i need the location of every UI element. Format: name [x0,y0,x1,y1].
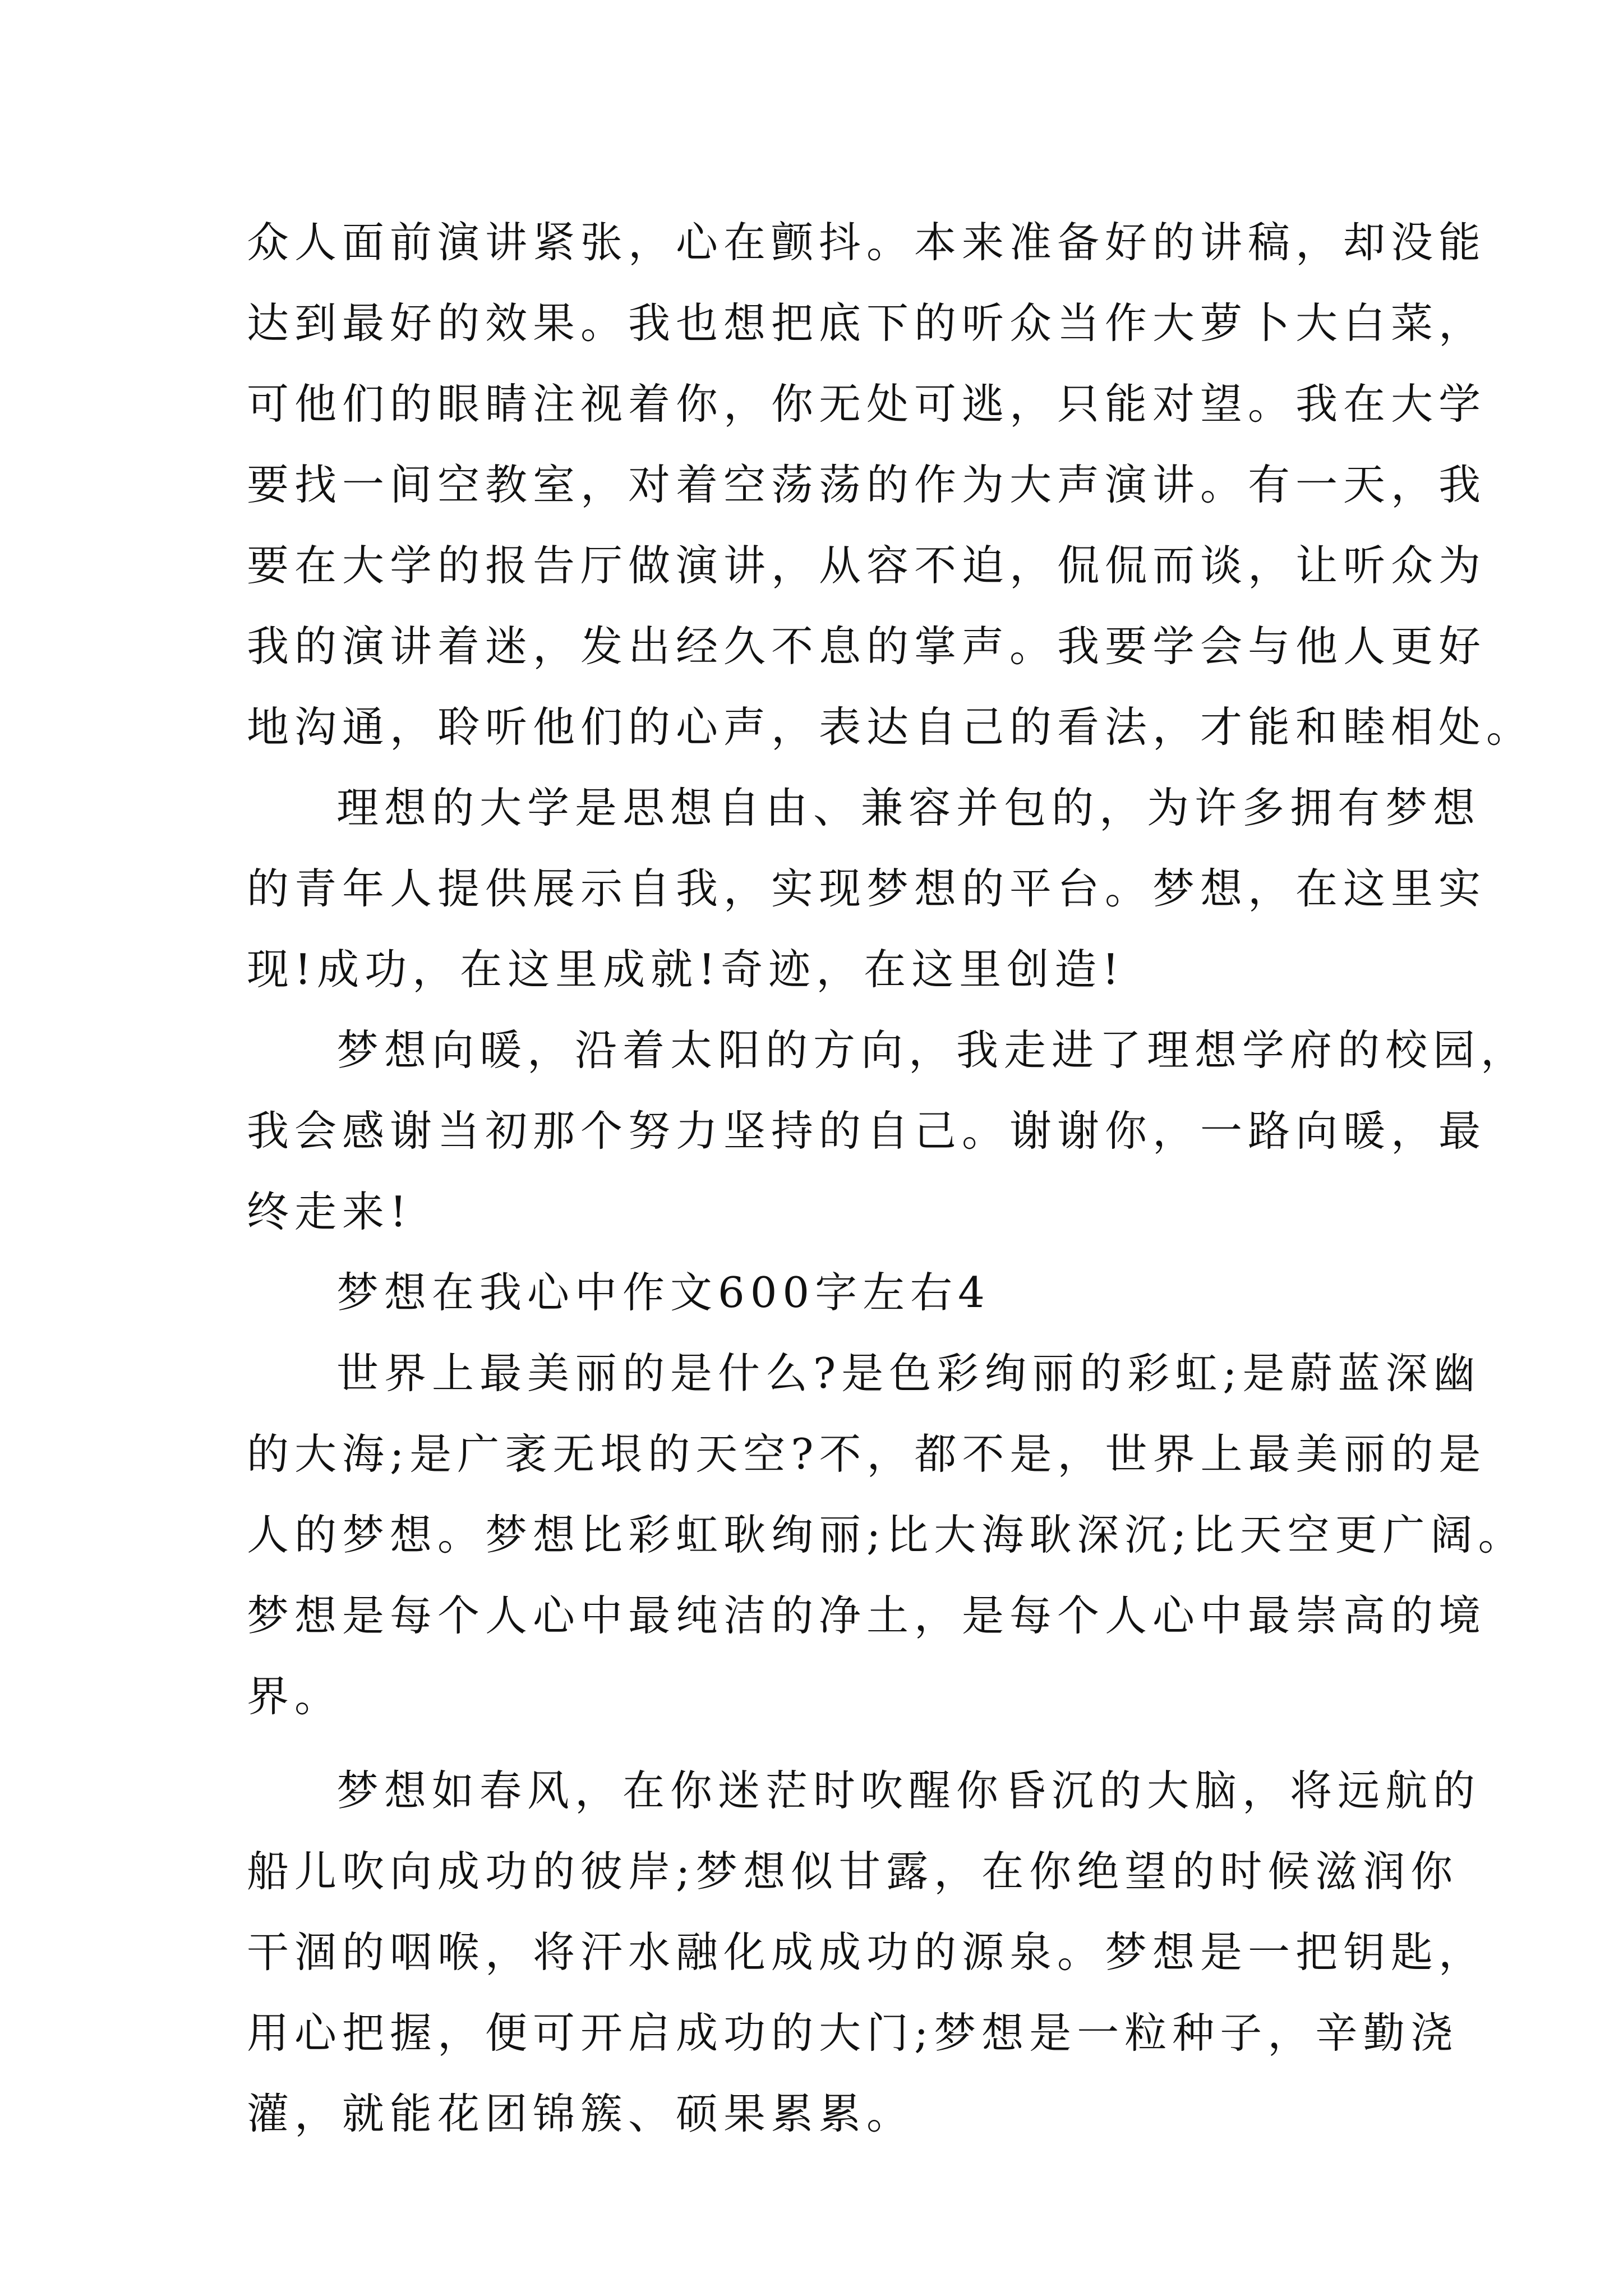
text-line: 梦想向暖，沿着太阳的方向，我走进了理想学府的校园， [336,1025,1529,1075]
text-line: 人的梦想。梦想比彩虹耿绚丽;比大海耿深沉;比天空更广阔。 [247,1510,1526,1559]
document-body [247,202,1534,2154]
text-line: 梦想如春风，在你迷茫时吹醒你昏沉的大脑，将远航的 [336,1766,1481,1815]
text-line: 干涸的咽喉，将汗水融化成成功的源泉。梦想是一把钥匙， [247,1927,1487,1977]
text-line: 现!成功，在这里成就!奇迹，在这里创造! [247,945,1125,994]
paragraph [247,1010,1529,1252]
text-line: 用心把握，便可开启成功的大门;梦想是一粒种子，辛勤浇 [247,2008,1459,2058]
text-line: 众人面前演讲紧张，心在颤抖。本来准备好的讲稿，却没能 [247,218,1487,267]
paragraph [247,1750,1487,2154]
text-line: 界。 [247,1672,343,1721]
paragraph [247,202,1534,767]
text-line: 要找一间空教室，对着空荡荡的作为大声演讲。有一天，我 [247,460,1487,509]
text-line: 世界上最美丽的是什么?是色彩绚丽的彩虹;是蔚蓝深幽 [336,1349,1481,1398]
text-line: 可他们的眼睛注视着你，你无处可逃，只能对望。我在大学 [247,379,1487,429]
text-line: 地沟通，聆听他们的心声，表达自己的看法，才能和睦相处。 [247,702,1534,752]
text-line: 梦想是每个人心中最纯洁的净土，是每个人心中最崇高的境 [247,1591,1487,1640]
paragraph [247,1333,1526,1737]
text-line: 的青年人提供展示自我，实现梦想的平台。梦想，在这里实 [247,864,1487,913]
text-line: 灌，就能花团锦簇、硕果累累。 [247,2089,915,2138]
text-line: 船儿吹向成功的彼岸;梦想似甘露，在你绝望的时候滋润你 [247,1847,1459,1896]
text-line: 我的演讲着迷，发出经久不息的掌声。我要学会与他人更好 [247,622,1487,671]
text-line: 要在大学的报告厅做演讲，从容不迫，侃侃而谈，让听众为 [247,541,1487,590]
text-line: 终走来! [247,1187,413,1236]
text-line: 达到最好的效果。我也想把底下的听众当作大萝卜大白菜， [247,298,1487,348]
text-line: 的大海;是广袤无垠的天空?不，都不是，世界上最美丽的是 [247,1429,1487,1479]
text-line: 我会感谢当初那个努力坚持的自己。谢谢你，一路向暖，最 [247,1106,1487,1156]
section-heading [247,1252,1391,1333]
paragraph [247,767,1487,1010]
heading-text: 梦想在我心中作文600字左右4 [336,1268,990,1317]
text-line: 理想的大学是思想自由、兼容并包的，为许多拥有梦想 [336,783,1481,832]
